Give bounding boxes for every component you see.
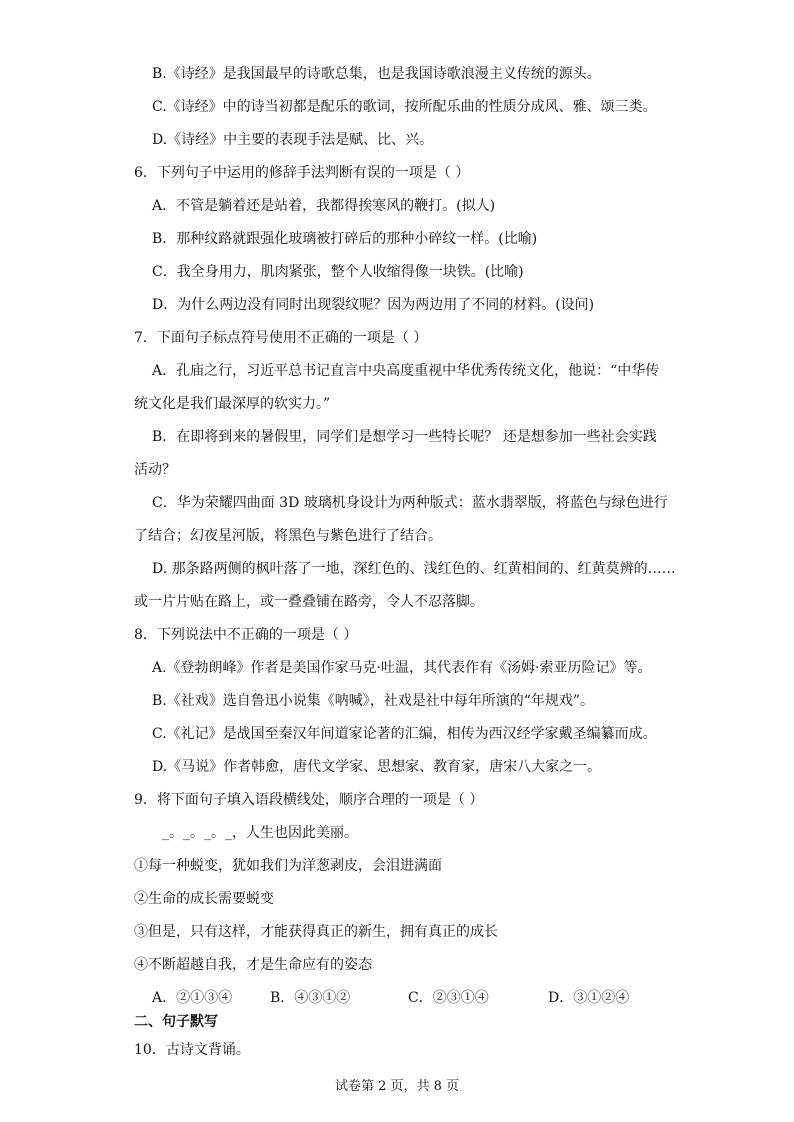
q6-option-a: A．不管是躺着还是站着，我都得挨寒风的鞭打。(拟人) (152, 198, 496, 214)
q9-sentence-2: ②生命的成长需要蜕变 (134, 891, 274, 907)
q6-option-c: C．我全身用力，肌肉紧张，整个人收缩得像一块铁。(比喻) (152, 264, 524, 280)
q6-option-b: B．那种纹路就跟强化玻璃被打碎后的那种小碎纹一样。(比喻) (152, 231, 538, 247)
q5-option-c: C.《诗经》中的诗当初都是配乐的歌词，按所配乐曲的性质分成风、雅、颂三类。 (152, 99, 657, 115)
q9-sentence-4: ④不断超越自我，才是生命应有的姿态 (134, 957, 372, 973)
q7-option-c-cont: 了结合；幻夜星河版，将黑色与紫色进行了结合。 (134, 528, 442, 544)
q9-choice-c: C．②③①④ (408, 990, 489, 1006)
section-title: 二、句子默写 (134, 1014, 218, 1030)
q7-option-d-cont: 或一片片贴在路上，或一叠叠铺在路旁，令人不忍落脚。 (134, 594, 484, 610)
q9-sentence-3: ③但是，只有这样，才能获得真正的新生，拥有真正的成长 (134, 924, 498, 940)
q5-option-b: B.《诗经》是我国最早的诗歌总集，也是我国诗歌浪漫主义传统的源头。 (152, 66, 601, 82)
q7-option-d: D. 那条路两侧的枫叶落了一地，深红色的、浅红色的、红黄相间的、红黄莫辨的…… (152, 561, 676, 577)
question-10-stem: 10．古诗文背诵。 (134, 1042, 250, 1058)
q7-option-b: B．在即将到来的暑假里，同学们是想学习一些特长呢？ 还是想参加一些社会实践 (152, 429, 657, 445)
q7-option-c: C．华为荣耀四曲面 3D 玻璃机身设计为两种版式：蓝水翡翠版，将蓝色与绿色进行 (152, 495, 668, 511)
q5-option-d: D.《诗经》中主要的表现手法是赋、比、兴。 (152, 132, 434, 148)
q9-sentence-1: ①每一种蜕变，犹如我们为洋葱剥皮，会泪进满面 (134, 858, 442, 874)
q8-option-c: C.《礼记》是战国至秦汉年间道家论著的汇编，相传为西汉经学家戴圣编纂而成。 (152, 726, 657, 742)
question-7-stem: 7．下面句子标点符号使用不正确的一项是（ ） (134, 330, 428, 346)
q8-option-b: B.《社戏》选自鲁迅小说集《呐喊》，社戏是社中每年所演的“年规戏”。 (152, 693, 595, 709)
question-9-stem: 9．将下面句子填入语段横线处，顺序合理的一项是（ ） (134, 792, 484, 808)
q7-option-a-cont: 统文化是我们最深厚的软实力。” (134, 396, 331, 412)
q8-option-d: D.《马说》作者韩愈，唐代文学家、思想家、教育家，唐宋八大家之一。 (152, 759, 602, 775)
question-6-stem: 6．下列句子中运用的修辞手法判断有误的一项是（ ） (134, 165, 470, 181)
q9-choice-a: A．②①③④ (152, 990, 233, 1006)
q7-option-b-cont: 活动？ (134, 462, 176, 478)
q7-option-a: A．孔庙之行，习近平总书记直言中央高度重视中华优秀传统文化，他说：“中华传 (152, 363, 660, 379)
q6-option-d: D．为什么两边没有同时出现裂纹呢？因为两边用了不同的材料。(设问) (152, 297, 595, 313)
page-footer: 试卷第 2 页，共 8 页 (334, 1079, 460, 1094)
q9-choice-d: D．③①②④ (548, 990, 630, 1006)
q8-option-a: A.《登勃朗峰》作者是美国作家马克·吐温，其代表作有《汤姆·索亚历险记》等。 (152, 660, 652, 676)
q9-blank-passage: _。_。_。_，人生也因此美丽。 (162, 825, 358, 841)
q9-choice-b: B．④③①② (270, 990, 351, 1006)
question-8-stem: 8．下列说法中不正确的一项是（ ） (134, 627, 358, 643)
